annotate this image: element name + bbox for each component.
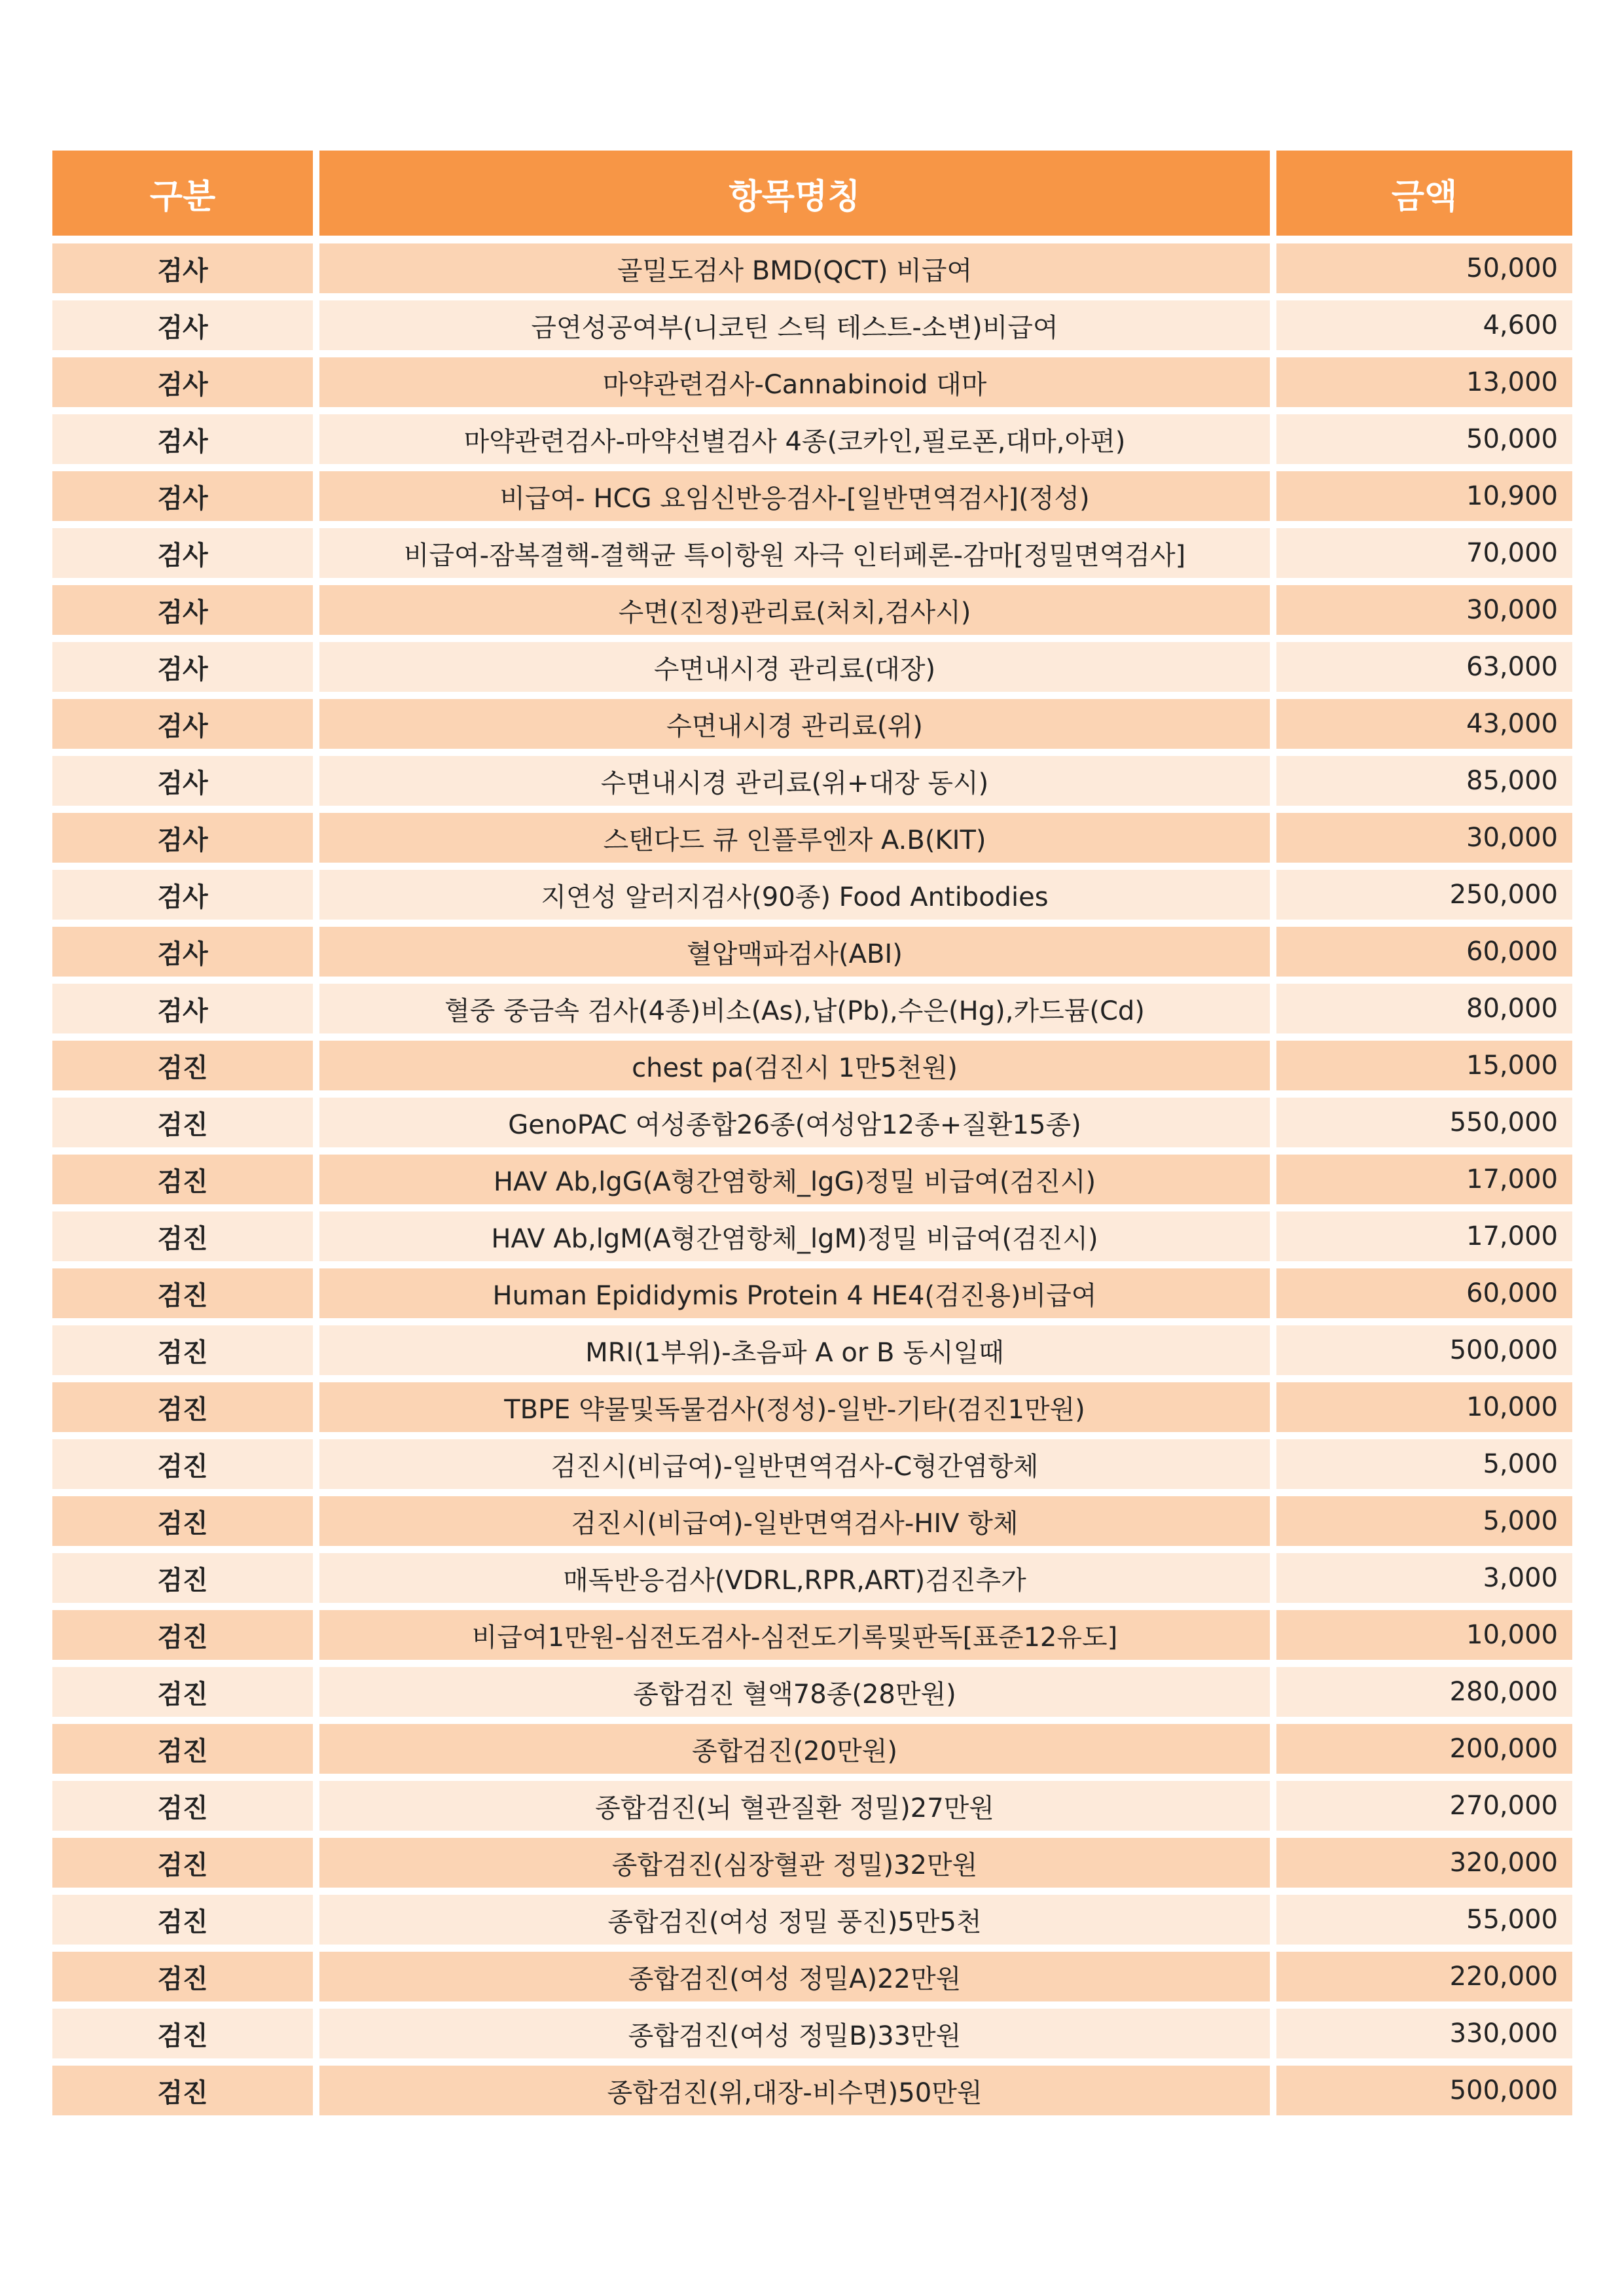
table-row	[52, 1724, 1572, 1781]
amount-cell: 10,000	[1276, 1382, 1572, 1439]
item-name-cell: 종합검진(여성 정밀A)22만원	[319, 1952, 1276, 2009]
table-body	[52, 243, 1572, 2123]
amount-cell: 50,000	[1276, 414, 1572, 471]
item-name-cell: 종합검진(20만원)	[319, 1724, 1276, 1781]
table-row	[52, 642, 1572, 699]
table-row	[52, 1439, 1572, 1496]
item-name-cell: TBPE 약물및독물검사(정성)-일반-기타(검진1만원)	[319, 1382, 1276, 1439]
amount-cell: 500,000	[1276, 1325, 1572, 1382]
category-cell: 검진	[52, 2009, 319, 2066]
item-name-cell: 종합검진(심장혈관 정밀)32만원	[319, 1838, 1276, 1895]
amount-cell: 85,000	[1276, 756, 1572, 813]
table-row	[52, 528, 1572, 585]
item-name-cell: 종합검진(위,대장-비수면)50만원	[319, 2066, 1276, 2123]
category-cell: 검진	[52, 1325, 319, 1382]
item-name-cell: 종합검진(뇌 혈관질환 정밀)27만원	[319, 1781, 1276, 1838]
amount-cell: 43,000	[1276, 699, 1572, 756]
amount-cell: 30,000	[1276, 585, 1572, 642]
category-cell: 검진	[52, 1952, 319, 2009]
amount-cell: 60,000	[1276, 927, 1572, 984]
table-row	[52, 2066, 1572, 2123]
category-cell: 검사	[52, 984, 319, 1041]
category-cell: 검진	[52, 1553, 319, 1610]
category-cell: 검진	[52, 1439, 319, 1496]
item-name-cell: 종합검진(여성 정밀B)33만원	[319, 2009, 1276, 2066]
table-row	[52, 756, 1572, 813]
item-name-cell: chest pa(검진시 1만5천원)	[319, 1041, 1276, 1098]
category-cell: 검사	[52, 414, 319, 471]
table-row	[52, 1098, 1572, 1155]
item-name-cell: 마약관련검사-Cannabinoid 대마	[319, 357, 1276, 414]
amount-cell: 13,000	[1276, 357, 1572, 414]
amount-cell: 55,000	[1276, 1895, 1572, 1952]
category-cell: 검사	[52, 528, 319, 585]
amount-cell: 10,000	[1276, 1610, 1572, 1667]
item-name-cell: 금연성공여부(니코틴 스틱 테스트-소변)비급여	[319, 300, 1276, 357]
amount-cell: 30,000	[1276, 813, 1572, 870]
amount-cell: 4,600	[1276, 300, 1572, 357]
category-cell: 검진	[52, 1098, 319, 1155]
item-name-cell: 비급여- HCG 요임신반응검사-[일반면역검사](정성)	[319, 471, 1276, 528]
category-cell: 검사	[52, 927, 319, 984]
item-name-cell: 검진시(비급여)-일반면역검사-C형간염항체	[319, 1439, 1276, 1496]
item-name-cell: 수면(진정)관리료(처치,검사시)	[319, 585, 1276, 642]
item-name-cell: 마약관련검사-마약선별검사 4종(코카인,필로폰,대마,아편)	[319, 414, 1276, 471]
category-cell: 검진	[52, 1895, 319, 1952]
category-cell: 검진	[52, 1211, 319, 1268]
table-row	[52, 471, 1572, 528]
table-row	[52, 1155, 1572, 1211]
amount-cell: 550,000	[1276, 1098, 1572, 1155]
item-name-cell: 비급여1만원-심전도검사-심전도기록및판독[표준12유도]	[319, 1610, 1276, 1667]
table-row	[52, 699, 1572, 756]
header-item-name: 항목명칭	[319, 151, 1276, 243]
category-cell: 검진	[52, 2066, 319, 2123]
category-cell: 검사	[52, 300, 319, 357]
table-row	[52, 1041, 1572, 1098]
table-row	[52, 1268, 1572, 1325]
category-cell: 검진	[52, 1268, 319, 1325]
table-row	[52, 984, 1572, 1041]
table-row	[52, 585, 1572, 642]
item-name-cell: 검진시(비급여)-일반면역검사-HIV 항체	[319, 1496, 1276, 1553]
item-name-cell: HAV Ab,lgG(A형간염항체_lgG)정밀 비급여(검진시)	[319, 1155, 1276, 1211]
amount-cell: 60,000	[1276, 1268, 1572, 1325]
amount-cell: 200,000	[1276, 1724, 1572, 1781]
amount-cell: 15,000	[1276, 1041, 1572, 1098]
item-name-cell: 매독반응검사(VDRL,RPR,ART)검진추가	[319, 1553, 1276, 1610]
item-name-cell: MRI(1부위)-초음파 A or B 동시일때	[319, 1325, 1276, 1382]
amount-cell: 17,000	[1276, 1211, 1572, 1268]
amount-cell: 17,000	[1276, 1155, 1572, 1211]
amount-cell: 270,000	[1276, 1781, 1572, 1838]
table-row	[52, 813, 1572, 870]
item-name-cell: 종합검진 혈액78종(28만원)	[319, 1667, 1276, 1724]
table-row	[52, 1838, 1572, 1895]
category-cell: 검사	[52, 870, 319, 927]
table-row	[52, 1781, 1572, 1838]
amount-cell: 330,000	[1276, 2009, 1572, 2066]
category-cell: 검진	[52, 1610, 319, 1667]
table-row	[52, 1952, 1572, 2009]
item-name-cell: 비급여-잠복결핵-결핵균 특이항원 자극 인터페론-감마[정밀면역검사]	[319, 528, 1276, 585]
table-row	[52, 357, 1572, 414]
category-cell: 검사	[52, 357, 319, 414]
header-amount: 금액	[1276, 151, 1572, 243]
amount-cell: 70,000	[1276, 528, 1572, 585]
amount-cell: 5,000	[1276, 1496, 1572, 1553]
amount-cell: 50,000	[1276, 243, 1572, 300]
category-cell: 검사	[52, 756, 319, 813]
item-name-cell: 혈압맥파검사(ABI)	[319, 927, 1276, 984]
amount-cell: 63,000	[1276, 642, 1572, 699]
category-cell: 검진	[52, 1724, 319, 1781]
table-row	[52, 243, 1572, 300]
item-name-cell: 혈중 중금속 검사(4종)비소(As),납(Pb),수은(Hg),카드뮴(Cd)	[319, 984, 1276, 1041]
category-cell: 검사	[52, 642, 319, 699]
amount-cell: 500,000	[1276, 2066, 1572, 2123]
item-name-cell: HAV Ab,lgM(A형간염항체_lgM)정밀 비급여(검진시)	[319, 1211, 1276, 1268]
category-cell: 검진	[52, 1041, 319, 1098]
table-header-row	[52, 151, 1572, 243]
amount-cell: 320,000	[1276, 1838, 1572, 1895]
table-row	[52, 870, 1572, 927]
category-cell: 검진	[52, 1838, 319, 1895]
item-name-cell: 골밀도검사 BMD(QCT) 비급여	[319, 243, 1276, 300]
price-table	[52, 151, 1572, 2123]
category-cell: 검진	[52, 1667, 319, 1724]
item-name-cell: 수면내시경 관리료(위+대장 동시)	[319, 756, 1276, 813]
category-cell: 검진	[52, 1781, 319, 1838]
category-cell: 검사	[52, 243, 319, 300]
item-name-cell: Human Epididymis Protein 4 HE4(검진용)비급여	[319, 1268, 1276, 1325]
category-cell: 검진	[52, 1382, 319, 1439]
item-name-cell: 수면내시경 관리료(위)	[319, 699, 1276, 756]
amount-cell: 3,000	[1276, 1553, 1572, 1610]
category-cell: 검진	[52, 1496, 319, 1553]
table-row	[52, 1496, 1572, 1553]
item-name-cell: GenoPAC 여성종합26종(여성암12종+질환15종)	[319, 1098, 1276, 1155]
item-name-cell: 지연성 알러지검사(90종) Food Antibodies	[319, 870, 1276, 927]
amount-cell: 80,000	[1276, 984, 1572, 1041]
table-row	[52, 1895, 1572, 1952]
item-name-cell: 수면내시경 관리료(대장)	[319, 642, 1276, 699]
table-row	[52, 1325, 1572, 1382]
table-row	[52, 1667, 1572, 1724]
amount-cell: 10,900	[1276, 471, 1572, 528]
table-row	[52, 1553, 1572, 1610]
category-cell: 검사	[52, 585, 319, 642]
table-row	[52, 927, 1572, 984]
category-cell: 검진	[52, 1155, 319, 1211]
item-name-cell: 종합검진(여성 정밀 풍진)5만5천	[319, 1895, 1276, 1952]
amount-cell: 220,000	[1276, 1952, 1572, 2009]
table-row	[52, 300, 1572, 357]
table-row	[52, 2009, 1572, 2066]
amount-cell: 5,000	[1276, 1439, 1572, 1496]
category-cell: 검사	[52, 471, 319, 528]
header-category: 구분	[52, 151, 319, 243]
table-row	[52, 414, 1572, 471]
amount-cell: 280,000	[1276, 1667, 1572, 1724]
amount-cell: 250,000	[1276, 870, 1572, 927]
category-cell: 검사	[52, 813, 319, 870]
table-row	[52, 1610, 1572, 1667]
table-row	[52, 1382, 1572, 1439]
category-cell: 검사	[52, 699, 319, 756]
table-row	[52, 1211, 1572, 1268]
item-name-cell: 스탠다드 큐 인플루엔자 A.B(KIT)	[319, 813, 1276, 870]
